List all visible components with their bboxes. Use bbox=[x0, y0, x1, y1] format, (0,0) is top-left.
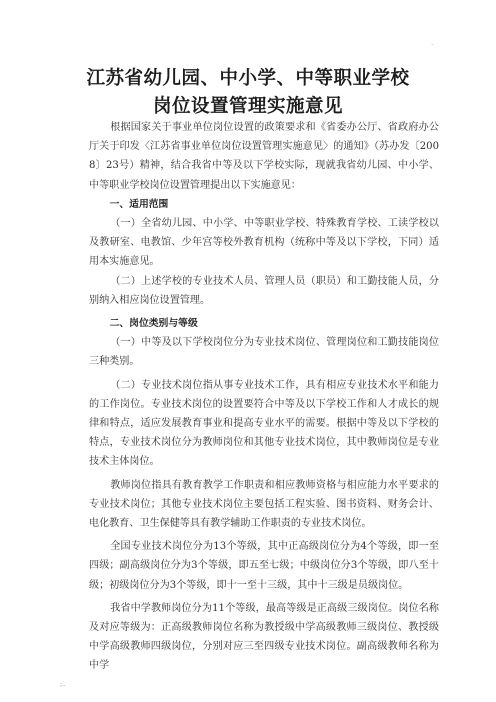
categories-paragraph-5: 我省中学教师岗位分为11个等级，最高等级是正高级三级岗位。岗位名称及对应等级为：正高级教师岗位名称为教授级中学高级教师三级岗位、教授级中学高级教师四级岗位，分别对应三至四级专业技术岗位。副高级教师名称为中学 bbox=[89, 602, 439, 672]
scope-paragraph-2: （二）上述学校的专业技术人员、管理人员（职员）和工勤技能人员，分别纳入相应岗位设置管理。 bbox=[89, 275, 439, 306]
categories-paragraph-3: 教师岗位指具有教育教学工作职责和相应教师资格与相应能力水平要求的专业技术岗位；其他专业技术岗位主要包括工程实验、图书资料、财务会计、电化教育、卫生保健等具有教学辅助工作职责的专业技术岗位。 bbox=[89, 479, 439, 530]
categories-paragraph-1: （一）中等及以下学校岗位分为专业技术岗位、管理岗位和工勤技能岗位三种类别。 bbox=[89, 337, 439, 368]
document-title-line-1: 江苏省幼儿园、中小学、中等职业学校 bbox=[86, 68, 410, 89]
categories-paragraph-2: （二）专业技术岗位指从事专业技术工作，具有相应专业技术水平和能力的工作岗位。专业技术岗位的设置要符合中等及以下学校工作和人才成长的规律和特点，适应发展教育事业和提高专业水平的需要。根据中等及以下学校的特点，专业技术岗位分为教师岗位和其他专业技术岗位，其中教师岗位是专业技术主体岗位。 bbox=[89, 379, 439, 468]
page-corner-mark-bottom: ;.. bbox=[60, 681, 66, 688]
section-heading-categories: 二、岗位类别与等级 bbox=[109, 318, 198, 330]
document-body bbox=[89, 118, 439, 676]
categories-paragraph-4: 全国专业技术岗位分为13个等级，其中正高级岗位分为4个等级，即一至四级；副高级岗位分为3个等级，即五至七级；中级岗位分3个等级，即八至十级；初级岗位分为3个等级，即十一至十三级，其中十三级是员级岗位。 bbox=[89, 541, 439, 591]
page-corner-mark: . bbox=[431, 40, 433, 47]
intro-paragraph: 根据国家关于事业单位岗位设置的政策要求和《省委办公厅、省政府办公厅关于印发〈江苏省事业单位岗位设置管理实施意见〉的通知》（苏办发〔2008〕23号）精神，结合我省中等及以下学校实际，现就我省幼儿园、中小学、中等职业学校岗位设置管理提出以下实施意见： bbox=[89, 122, 439, 191]
document-title-line-2: 岗位设置管理实施意见 bbox=[152, 96, 343, 117]
scope-paragraph-1: （一）全省幼儿园、中小学、中等职业学校、特殊教育学校、工读学校以及教研室、电教馆、少年宫等校外教育机构（统称中等及以下学校，下同）适用本实施意见。 bbox=[89, 218, 439, 268]
section-heading-scope: 一、适用范围 bbox=[109, 198, 169, 210]
